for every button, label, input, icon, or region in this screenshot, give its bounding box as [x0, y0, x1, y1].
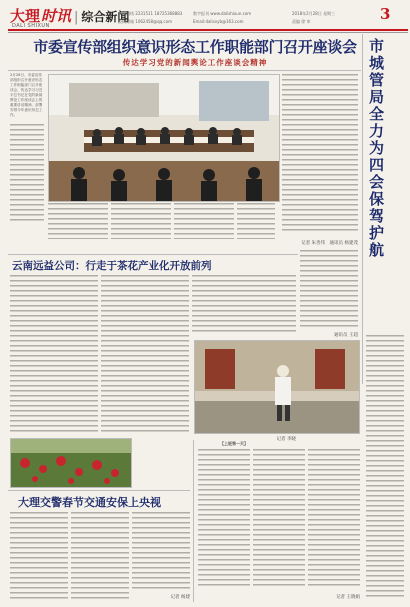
article3-byline: 记者 杨建	[170, 595, 190, 600]
meeting-photo-illustration	[49, 75, 279, 201]
date-line: 2018年2月28日 星期三	[292, 11, 336, 16]
section-name: 综合新闻	[81, 10, 130, 24]
side-byline: 通讯员 王超	[334, 333, 358, 338]
lead-rule	[8, 70, 361, 71]
page-number: 3	[380, 5, 391, 23]
lead-body-col6	[282, 74, 358, 234]
lead-intro: 2月26日，市委宣传部组织召开意识形态工作职能部门召开座谈会，传达学习习近平总书记在党的新闻舆论工作座谈会上的重要讲话精神，部署安排今年意识形态工作。	[10, 73, 43, 117]
walking-photo-illustration	[195, 341, 359, 433]
masthead-logo	[10, 5, 129, 23]
header-thin-rule	[8, 32, 408, 33]
lead-body-col1	[10, 124, 44, 222]
logo-english: DALI SHIXUN	[12, 23, 50, 29]
article2-body-col3	[192, 275, 296, 335]
photo-article-col2	[253, 449, 305, 589]
article2-byline: 记者 李晓	[276, 437, 296, 442]
lead-body-col4	[174, 203, 234, 239]
walking-photo	[194, 340, 360, 434]
side-body-continued	[366, 335, 404, 600]
meeting-photo	[48, 74, 280, 202]
photo-article-caption: 【上班第一天】	[220, 441, 248, 446]
editor-line: 新闻热线 2231511 18725368883	[118, 11, 183, 16]
camellia-photo	[10, 438, 132, 488]
article3-body-col1	[10, 512, 68, 602]
page-editor: 责编 徐 审	[292, 19, 311, 24]
logo-separator: |	[74, 10, 79, 25]
email-line: Email:dalisxyb@163.com	[193, 19, 244, 24]
lead-body-col3	[111, 203, 171, 239]
article3-body-col2	[71, 512, 129, 602]
logo-main: 大理	[10, 7, 41, 25]
article2-body-col2	[101, 275, 189, 435]
side-headline: 市城管局全力为四会保驾护航	[367, 38, 385, 259]
article3-rule	[8, 490, 190, 491]
lead-body-col2	[48, 203, 108, 239]
photo-article-col3	[308, 449, 360, 589]
article2-headline: 云南远益公司：行走于茶花产业化开放前列	[12, 260, 212, 272]
logo-accent: 时讯	[41, 7, 72, 25]
bottom-divider	[193, 440, 194, 602]
header-rule	[8, 29, 408, 31]
photo-article-col1	[198, 449, 250, 589]
article2-body-col1	[10, 275, 98, 435]
web-line: 数字报刊 www.dalishixun.com	[193, 11, 252, 16]
camellia-photo-illustration	[11, 439, 131, 487]
photo-article-byline: 记者 王晓娟	[336, 595, 360, 600]
fax-line: 投稿邮箱 1062458@qq.com	[118, 19, 172, 24]
lead-body-col5	[237, 203, 275, 239]
article3-headline: 大理交警春节交通安保上央视	[18, 496, 161, 509]
side-body	[300, 250, 358, 330]
article3-body-col3	[132, 512, 190, 592]
lead-subheadline: 传达学习党的新闻舆论工作座谈会精神	[122, 58, 268, 67]
lead-headline: 市委宣传部组织意识形态工作职能部门召开座谈会	[33, 38, 357, 56]
side-divider	[362, 34, 363, 384]
lead-byline: 记者 朱善伟 通讯员 杨建茂	[301, 241, 358, 246]
article2-rule	[8, 254, 298, 255]
